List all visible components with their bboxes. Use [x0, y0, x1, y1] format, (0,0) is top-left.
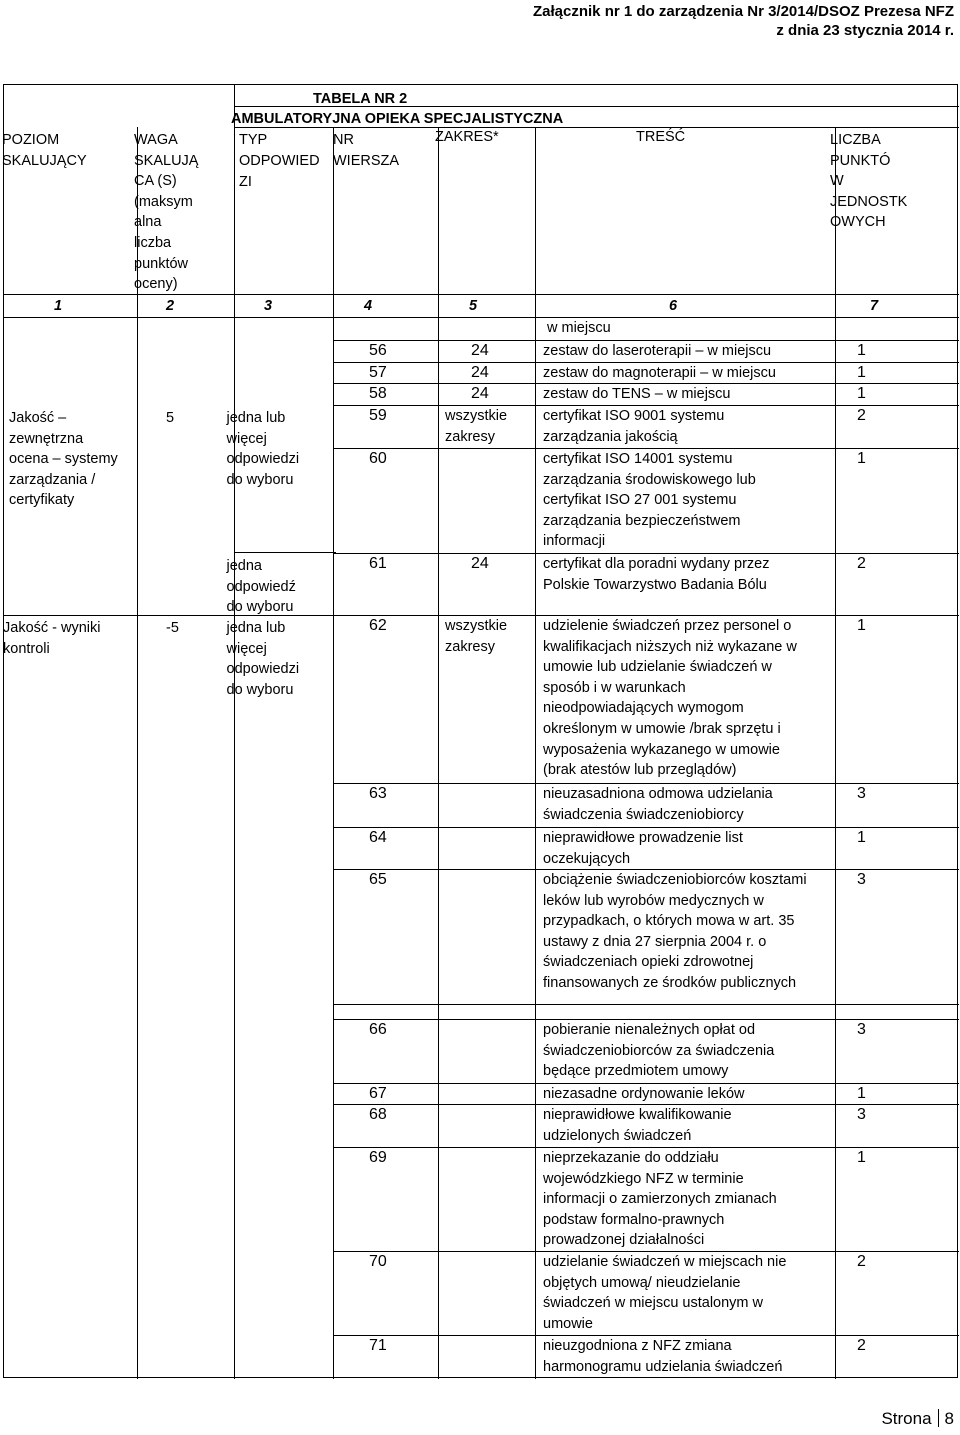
column-number: 1	[54, 298, 63, 314]
level-name: zewnętrzna	[9, 430, 84, 447]
grid-line	[333, 127, 334, 1379]
row-content: harmonogramu udzielania świadczeń	[543, 1358, 783, 1375]
row-number: 65	[369, 871, 387, 888]
level-name: ocena – systemy	[9, 451, 118, 468]
row-number: 63	[369, 785, 387, 802]
row-content: prowadzonej działalności	[543, 1232, 705, 1249]
column-number: 2	[166, 298, 175, 314]
row-content: objętych umową/ nieudzielanie	[543, 1274, 741, 1291]
row-number: 58	[369, 385, 387, 402]
row-number: 57	[369, 364, 387, 381]
row-content: umowie lub udzielanie świadczeń w	[543, 659, 772, 676]
specialist-care-table	[3, 84, 958, 1378]
row-number: 66	[369, 1021, 387, 1038]
grid-line	[234, 552, 336, 553]
row-number: 56	[369, 342, 387, 359]
row-content: zestaw do TENS – w miejscu	[543, 386, 731, 402]
row-content: (brak atestów lub przeglądów)	[543, 762, 737, 779]
level-weight: -5	[166, 620, 179, 636]
row-content: zarządzania jakością	[543, 428, 678, 445]
grid-line	[4, 317, 959, 318]
header-waga: alna	[134, 214, 162, 231]
row-content: nieprawidłowe prowadzenie list	[543, 830, 743, 846]
header-waga: CA (S)	[134, 173, 177, 190]
row-content: będące przedmiotem umowy	[543, 1063, 729, 1080]
row-points: 2	[857, 407, 866, 424]
row-content: świadczeniach opieki zdrowotnej	[543, 954, 754, 971]
row-content: nieprawidłowe kwalifikowanie	[543, 1107, 732, 1123]
row-content: określonym w umowie /brak sprzętu i	[543, 721, 781, 737]
header-line-1: Załącznik nr 1 do zarządzenia Nr 3/2014/DSOZ Prezesa NFZ	[533, 3, 954, 20]
row-content: zestaw do laseroterapii – w miejscu	[543, 343, 772, 359]
row-number: 70	[369, 1253, 387, 1270]
column-number: 3	[264, 298, 273, 314]
header-nr: NR	[333, 132, 354, 148]
row-number: 64	[369, 829, 387, 846]
row-content: udzielenie świadczeń przez personel o	[543, 618, 792, 634]
page-label: Strona	[881, 1409, 932, 1428]
grid-line	[535, 317, 536, 1379]
row-content: nieuzasadniona odmowa udzielania	[543, 786, 773, 802]
row-points: 2	[857, 555, 866, 572]
row-content: podstaw formalno-prawnych	[543, 1211, 725, 1228]
row-points: 2	[857, 1253, 866, 1270]
row-content: zarządzania bezpieczeństwem	[543, 512, 741, 529]
grid-line	[438, 127, 439, 1379]
header-poziom: POZIOM	[2, 132, 60, 148]
page-number: 8	[944, 1409, 954, 1428]
row-content: niezasadne ordynowanie leków	[543, 1086, 745, 1102]
grid-line	[234, 127, 235, 1379]
header-liczba: JEDNOSTK	[830, 193, 908, 210]
row-number: 62	[369, 617, 387, 634]
row-points: 1	[857, 385, 866, 402]
row-content: finansowanych ze środków publicznych	[543, 975, 797, 991]
header-line-2: z dnia 23 stycznia 2014 r.	[776, 22, 954, 39]
row-points: 2	[857, 1337, 866, 1354]
row-points: 3	[857, 1021, 866, 1038]
row-points: 3	[857, 871, 866, 888]
row-points: 3	[857, 1106, 866, 1123]
document-header-note	[533, 2, 954, 40]
grid-line	[333, 1004, 959, 1005]
row-number: 71	[369, 1337, 387, 1354]
row-content: sposób i w warunkach	[543, 679, 686, 696]
page-footer	[881, 1409, 954, 1429]
footer-separator	[938, 1409, 939, 1427]
header-nr: WIERSZA	[333, 152, 400, 169]
row-content: świadczeń w miejscu ustalonym w	[543, 1295, 763, 1312]
header-waga: WAGA	[134, 132, 178, 148]
row-content: leków lub wyrobów medycznych w	[543, 892, 764, 909]
response-type: do wyboru	[226, 471, 294, 488]
row-content: przypadkach, o których mowa w art. 35	[543, 913, 795, 930]
row-scope: zakresy	[445, 428, 495, 445]
row-scope: 24	[471, 364, 489, 381]
row-points: 1	[857, 1085, 866, 1102]
row-content: nieprzekazanie do oddziału	[543, 1150, 719, 1166]
row-content: wyposażenia wykazanego w umowie	[543, 741, 780, 758]
grid-line	[137, 127, 138, 1379]
header-typ: TYP	[239, 132, 268, 148]
row-content: udzielanie świadczeń w miejscach nie	[543, 1254, 787, 1270]
header-zakres: ZAKRES*	[435, 129, 499, 145]
response-type: odpowiedź	[226, 578, 296, 595]
header-liczba: LICZBA	[830, 132, 881, 148]
row-number: 60	[369, 450, 387, 467]
header-liczba: PUNKTÓ	[830, 152, 891, 169]
row-number: 67	[369, 1085, 387, 1102]
row-scope: 24	[471, 342, 489, 359]
row-content: informacji o zamierzonych zmianach	[543, 1191, 777, 1208]
row-content: certyfikat ISO 14001 systemu	[543, 451, 733, 467]
row-number: 69	[369, 1149, 387, 1166]
row-scope: 24	[471, 385, 489, 402]
header-poziom: SKALUJĄCY	[2, 152, 87, 169]
response-type: do wyboru	[226, 681, 294, 698]
row-content: świadczenia świadczeniobiorcy	[543, 806, 744, 823]
row-content: informacji	[543, 533, 606, 550]
level-name: Jakość –	[9, 410, 67, 426]
response-type: do wyboru	[226, 599, 294, 616]
level-name: kontroli	[3, 640, 50, 657]
response-type: jedna	[226, 558, 262, 574]
row-content: oczekujących	[543, 850, 631, 867]
response-type: więcej	[226, 640, 267, 657]
row-points: 3	[857, 785, 866, 802]
header-waga: SKALUJĄ	[134, 152, 199, 169]
header-typ: ODPOWIED	[239, 153, 320, 169]
row-content: pobieranie nienależnych opłat od	[543, 1022, 756, 1038]
row-content: nieuzgodniona z NFZ zmiana	[543, 1338, 732, 1354]
row-scope: 24	[471, 555, 489, 572]
row-number: 68	[369, 1106, 387, 1123]
row-content: w miejscu	[547, 320, 611, 336]
response-type: odpowiedzi	[226, 451, 300, 468]
column-number: 7	[870, 298, 879, 314]
level-name: Jakość - wyniki	[3, 620, 101, 636]
row-content: certyfikat ISO 9001 systemu	[543, 408, 725, 424]
response-type: odpowiedzi	[226, 661, 300, 678]
header-waga: liczba	[134, 235, 172, 251]
row-content: świadczeniobiorców za świadczenia	[543, 1042, 775, 1059]
row-content: kwalifikacjach niższych niż wykazane w	[543, 638, 797, 655]
header-waga: oceny)	[134, 276, 178, 293]
row-scope: zakresy	[445, 638, 495, 655]
row-points: 1	[857, 342, 866, 359]
row-points: 1	[857, 1149, 866, 1166]
header-typ: ZI	[239, 174, 252, 190]
header-liczba: OWYCH	[830, 214, 886, 231]
row-points: 1	[857, 450, 866, 467]
row-content: udzielonych świadczeń	[543, 1127, 692, 1144]
table-subtitle: AMBULATORYJNA OPIEKA SPECJALISTYCZNA	[231, 111, 564, 127]
row-content: wojewódzkiego NFZ w terminie	[543, 1170, 744, 1187]
header-liczba: W	[830, 173, 844, 190]
column-number: 6	[669, 298, 678, 314]
row-points: 1	[857, 617, 866, 634]
row-content: obciążenie świadczeniobiorców kosztami	[543, 872, 807, 888]
row-scope: wszystkie	[445, 618, 508, 634]
row-content: nieodpowiadających wymogom	[543, 700, 744, 717]
row-points: 1	[857, 364, 866, 381]
row-points: 1	[857, 829, 866, 846]
level-name: zarządzania /	[9, 471, 96, 488]
grid-line	[835, 127, 836, 1379]
row-number: 61	[369, 555, 387, 572]
header-tresc: TREŚĆ	[636, 129, 686, 145]
response-type: jedna lub	[226, 620, 286, 636]
header-waga: punktów	[134, 255, 189, 272]
table-title: TABELA NR 2	[313, 91, 408, 107]
row-content: certyfikat ISO 27 001 systemu	[543, 492, 737, 509]
header-waga: (maksym	[134, 193, 193, 210]
row-content: Polskie Towarzystwo Badania Bólu	[543, 576, 767, 593]
row-number: 59	[369, 407, 387, 424]
row-scope: wszystkie	[445, 408, 508, 424]
level-weight: 5	[166, 410, 175, 426]
level-name: certyfikaty	[9, 492, 75, 509]
row-content: ustawy z dnia 27 sierpnia 2004 r. o	[543, 933, 767, 950]
response-type: jedna lub	[226, 410, 286, 426]
column-number: 4	[364, 298, 373, 314]
row-content: umowie	[543, 1315, 593, 1332]
row-content: certyfikat dla poradni wydany przez	[543, 556, 770, 572]
row-content: zestaw do magnoterapii – w miejscu	[543, 365, 776, 381]
column-number: 5	[469, 298, 478, 314]
row-content: zarządzania środowiskowego lub	[543, 471, 756, 488]
response-type: więcej	[226, 430, 267, 447]
